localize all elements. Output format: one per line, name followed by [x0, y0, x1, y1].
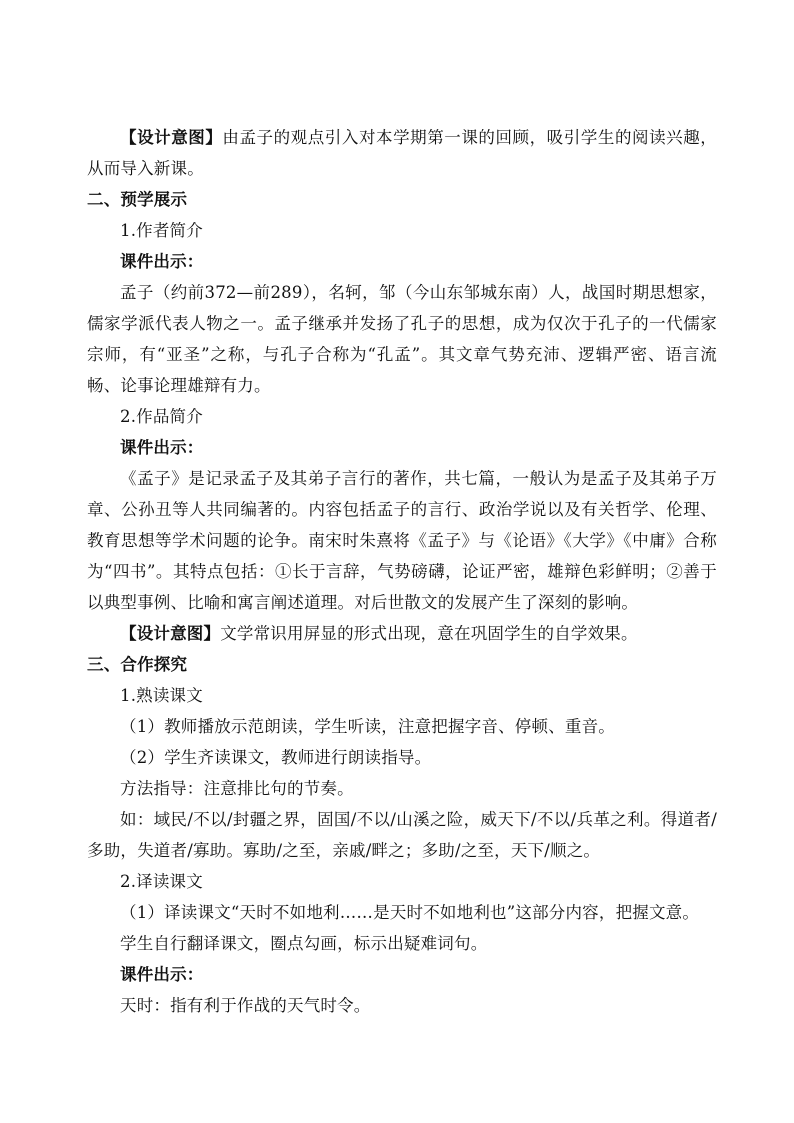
- design-intent-paragraph-2: [87, 618, 717, 649]
- rhythm-example: 如：域民/不以/封疆之界，固国/不以/山溪之险，威天下/不以/兵革之利。得道者/多助，失道者/寡助。寡助/之至，亲戚/畔之；多助/之至，天下/顺之。: [87, 810, 717, 860]
- reading-step-2: （2）学生齐读课文，教师进行朗读指导。: [120, 748, 432, 767]
- student-activity: 学生自行翻译课文，圈点勾画，标示出疑难词句。: [120, 934, 488, 953]
- subsection-title-reading: 1.熟读课文: [120, 686, 203, 705]
- translation-step-1: （1）译读课文“天时不如地利……是天时不如地利也”这部分内容，把握文意。: [120, 903, 700, 922]
- section-heading-cooperative: 三、合作探究: [87, 655, 188, 674]
- design-intent-text: 由孟子的观点引入对本学期第一课的回顾，吸引学生的阅读兴趣，从而导入新课。: [87, 128, 717, 178]
- reading-step-1: （1）教师播放示范朗读，学生听读，注意把握字音、停顿、重音。: [120, 717, 615, 736]
- subsection-title-work: 2.作品简介: [120, 407, 203, 426]
- section-heading-preview: 二、预学展示: [87, 190, 188, 209]
- subsection-title-translation: 2.译读课文: [120, 872, 203, 891]
- design-intent-text: 文学常识用屏显的形式出现，意在巩固学生的自学效果。: [220, 624, 638, 643]
- author-intro-paragraph: 孟子（约前372—前289），名轲，邹（今山东邹城东南）人，战国时期思想家，儒家学派代表人物之一。孟子继承并发扬了孔子的思想，成为仅次于孔子的一代儒家宗师，有“亚圣”之称，与孔子合称为“孔孟”。其文章气势充沛、逻辑严密、语言流畅、论事论理雄辩有力。: [87, 283, 717, 395]
- document-body: [87, 122, 717, 1021]
- design-intent-label: 【设计意图】: [120, 624, 221, 643]
- design-intent-label: 【设计意图】: [120, 128, 223, 147]
- courseware-label: 课件出示：: [120, 252, 204, 271]
- method-guidance: 方法指导：注意排比句的节奏。: [120, 779, 354, 798]
- work-intro-paragraph: 《孟子》是记录孟子及其弟子言行的著作，共七篇，一般认为是孟子及其弟子万章、公孙丑等人共同编著的。内容包括孟子的言行、政治学说以及有关哲学、伦理、教育思想等学术问题的论争。南宋时朱熹将《孟子》与《论语》《大学》《中庸》合称为“四书”。其特点包括：①长于言辞，气势磅礴，论证严密，雄辩色彩鲜明；②善于以典型事例、比喻和寓言阐述道理。对后世散文的发展产生了深刻的影响。: [87, 469, 717, 612]
- design-intent-paragraph-1: [87, 122, 717, 184]
- courseware-label: 课件出示：: [120, 965, 204, 984]
- subsection-title-author: 1.作者简介: [120, 221, 203, 240]
- tianshi-definition: 天时：指有利于作战的天气时令。: [120, 996, 371, 1015]
- courseware-label: 课件出示：: [120, 438, 204, 457]
